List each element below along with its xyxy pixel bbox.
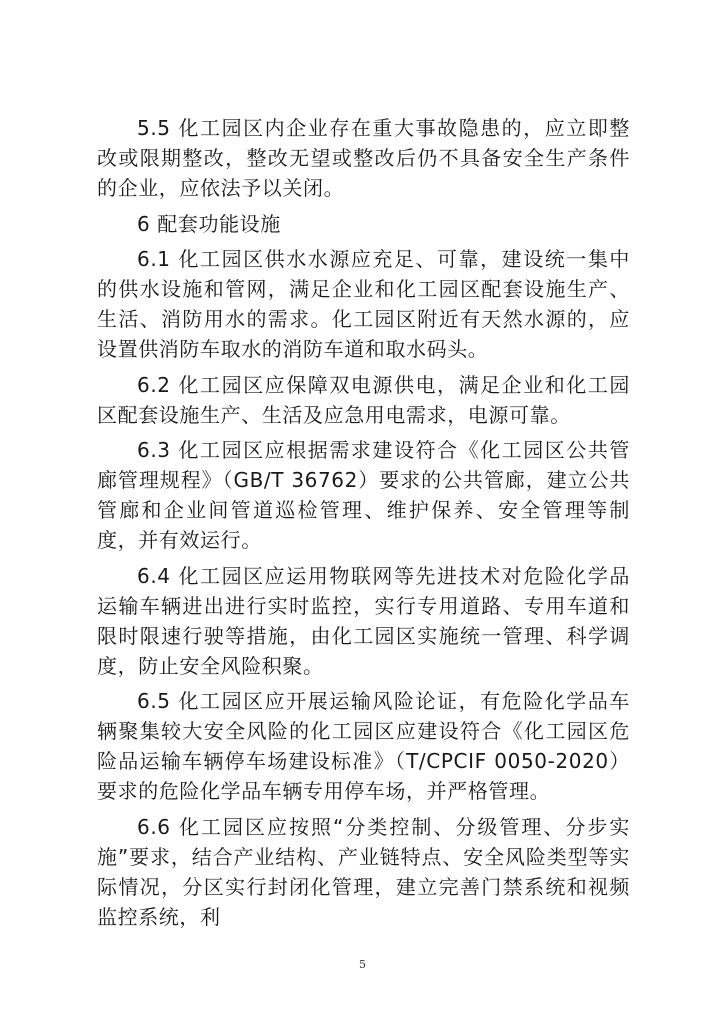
paragraph-6-5: 6.5 化工园区应开展运输风险论证，有危险化学品车辆聚集较大安全风险的化工园区应建设符合《化工园区危险品运输车辆停车场建设标准》（T/CPCIF 0050-2020）要求的危险化学品车辆专用停车场，并严格管理。 xyxy=(97,689,630,803)
paragraph-6-4: 6.4 化工园区应运用物联网等先进技术对危险化学品运输车辆进出进行实时监控，实行专用道路、专用车道和限时限速行驶等措施，由化工园区实施统一管理、科学调度，防止安全风险积聚。 xyxy=(97,563,630,678)
paragraph-6-3: 6.3 化工园区应根据需求建设符合《化工园区公共管廊管理规程》（GB/T 36762）要求的公共管廊，建立公共管廊和企业间管道巡检管理、维护保养、安全管理等制度，并有效运行。 xyxy=(97,438,630,552)
paragraph-6-1: 6.1 化工园区供水水源应充足、可靠，建设统一集中的供水设施和管网，满足企业和化工园区配套设施生产、生活、消防用水的需求。化工园区附近有天然水源的，应设置供消防车取水的消防车道和取水码头。 xyxy=(97,247,630,361)
section-heading-6: 6 配套功能设施 xyxy=(137,211,281,236)
document-body xyxy=(97,113,630,937)
paragraph-6-2: 6.2 化工园区应保障双电源供电，满足企业和化工园区配套设施生产、生活及应急用电需求，电源可靠。 xyxy=(97,372,630,427)
paragraph-5-5: 5.5 化工园区内企业存在重大事故隐患的，应立即整改或限期整改，整改无望或整改后仍不具备安全生产条件的企业，应依法予以关闭。 xyxy=(97,116,630,200)
paragraph-6-6: 6.6 化工园区应按照“分类控制、分级管理、分步实施”要求，结合产业结构、产业链特点、安全风险类型等实际情况，分区实行封闭化管理，建立完善门禁系统和视频监控系统，利 xyxy=(97,814,630,929)
page-number: 5 xyxy=(359,958,366,971)
